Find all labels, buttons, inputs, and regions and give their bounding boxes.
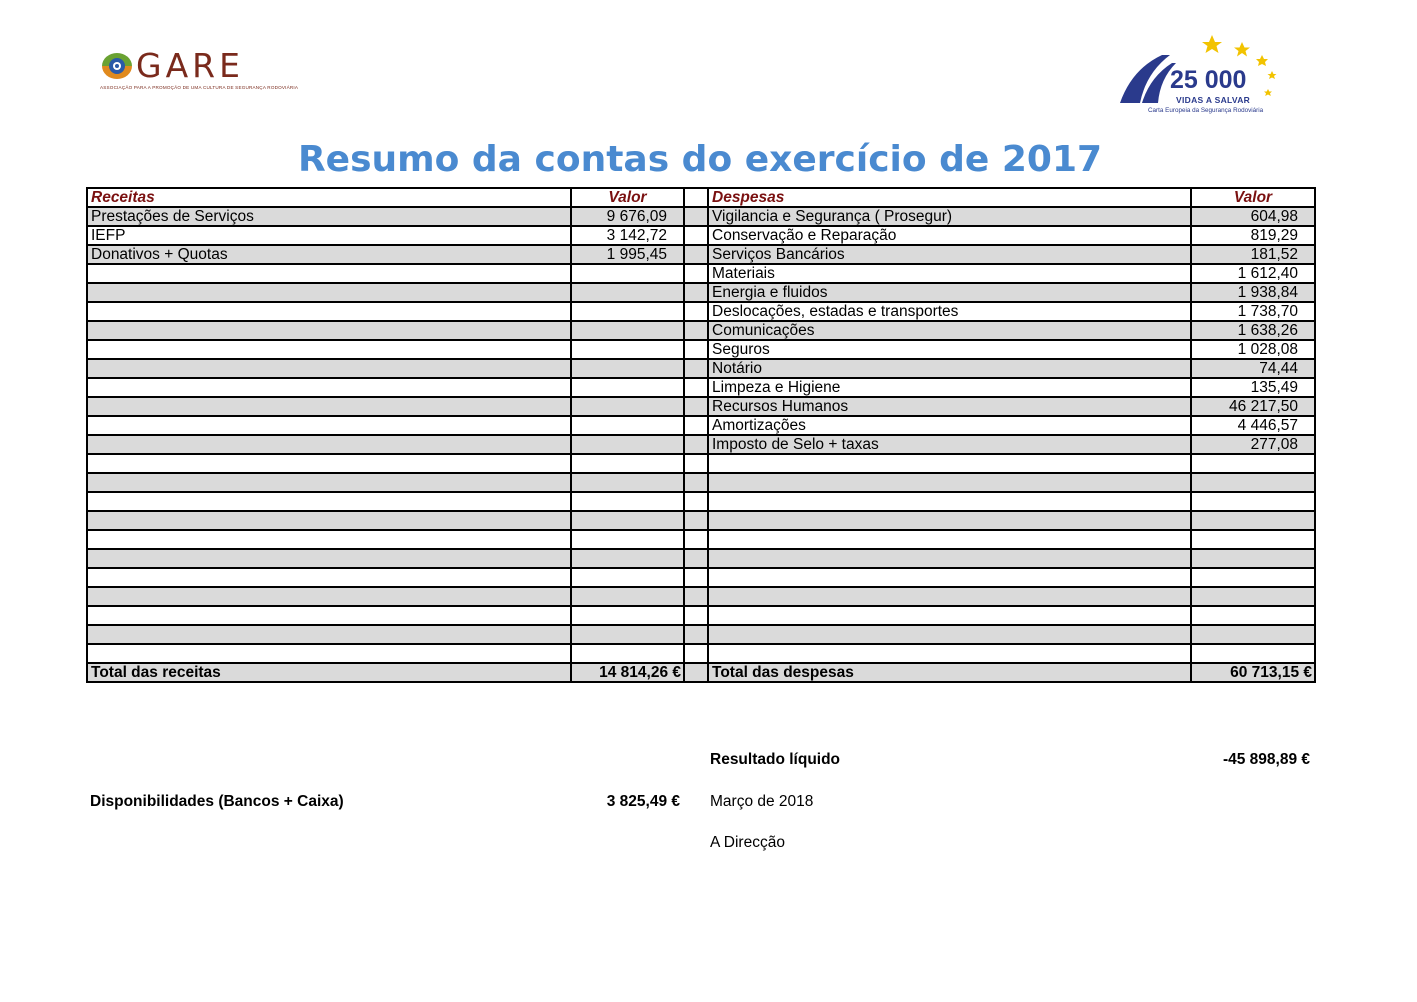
separator-cell <box>684 511 708 530</box>
header-despesas: Despesas <box>708 188 1191 207</box>
receita-label: Donativos + Quotas <box>87 245 571 264</box>
separator-cell <box>684 568 708 587</box>
receita-label <box>87 530 571 549</box>
table-row <box>87 245 1315 264</box>
table-row <box>87 549 1315 568</box>
separator-cell <box>684 226 708 245</box>
receita-value <box>571 321 684 340</box>
separator-cell <box>684 321 708 340</box>
table-row <box>87 530 1315 549</box>
despesa-value <box>1191 644 1315 663</box>
separator-cell <box>684 378 708 397</box>
receita-label: Prestações de Serviços <box>87 207 571 226</box>
table-row <box>87 416 1315 435</box>
receita-value <box>571 435 684 454</box>
despesa-value <box>1191 454 1315 473</box>
despesa-value: 819,29 <box>1191 226 1315 245</box>
vidas-logo <box>1118 33 1286 117</box>
separator-cell <box>684 264 708 283</box>
receita-label <box>87 492 571 511</box>
receita-value <box>571 625 684 644</box>
signature: A Direcção <box>710 834 785 851</box>
table-row <box>87 359 1315 378</box>
despesa-label <box>708 625 1191 644</box>
table-row <box>87 340 1315 359</box>
receita-value <box>571 340 684 359</box>
separator-cell <box>684 397 708 416</box>
disponibilidades-value: 3 825,49 € <box>606 793 680 810</box>
separator-cell <box>684 492 708 511</box>
separator-cell <box>684 587 708 606</box>
separator-cell <box>684 644 708 663</box>
separator-cell <box>684 188 708 207</box>
totals-row <box>87 663 1315 682</box>
table-row <box>87 264 1315 283</box>
receita-label <box>87 454 571 473</box>
despesa-label: Notário <box>708 359 1191 378</box>
despesa-value <box>1191 606 1315 625</box>
despesa-value: 181,52 <box>1191 245 1315 264</box>
table-row <box>87 302 1315 321</box>
separator-cell <box>684 245 708 264</box>
receita-value <box>571 587 684 606</box>
receita-label <box>87 568 571 587</box>
receita-value <box>571 530 684 549</box>
table-row <box>87 568 1315 587</box>
table-row <box>87 606 1315 625</box>
despesa-value <box>1191 587 1315 606</box>
despesa-value: 1 028,08 <box>1191 340 1315 359</box>
despesa-value <box>1191 549 1315 568</box>
gare-emblem-icon <box>100 52 134 82</box>
despesa-label: Amortizações <box>708 416 1191 435</box>
receita-value <box>571 359 684 378</box>
vidas-tagline: VIDAS A SALVAR <box>1176 95 1251 105</box>
receita-value <box>571 644 684 663</box>
total-receitas-label: Total das receitas <box>87 663 571 682</box>
table-row <box>87 454 1315 473</box>
receita-label <box>87 511 571 530</box>
gare-subtitle: ASSOCIAÇÃO PARA A PROMOÇÃO DE UMA CULTURA DE SEGURANÇA RODOVIÁRIA <box>100 85 299 90</box>
despesa-value: 1 938,84 <box>1191 283 1315 302</box>
receita-value <box>571 568 684 587</box>
despesa-label: Conservação e Reparação <box>708 226 1191 245</box>
accounts-table <box>86 187 1316 683</box>
table-row <box>87 283 1315 302</box>
table-row <box>87 511 1315 530</box>
despesa-label: Serviços Bancários <box>708 245 1191 264</box>
separator-cell <box>684 549 708 568</box>
table-row <box>87 226 1315 245</box>
table-row <box>87 321 1315 340</box>
despesa-value: 604,98 <box>1191 207 1315 226</box>
despesa-value: 1 738,70 <box>1191 302 1315 321</box>
despesa-value: 277,08 <box>1191 435 1315 454</box>
table-row <box>87 492 1315 511</box>
despesa-label: Seguros <box>708 340 1191 359</box>
receita-label <box>87 549 571 568</box>
header-valor-receitas: Valor <box>571 188 684 207</box>
table-row <box>87 397 1315 416</box>
receita-value <box>571 454 684 473</box>
total-despesas-value: 60 713,15 € <box>1191 663 1315 682</box>
receita-label <box>87 606 571 625</box>
receita-label <box>87 587 571 606</box>
receita-label <box>87 321 571 340</box>
table-row <box>87 644 1315 663</box>
separator-cell <box>684 207 708 226</box>
receita-label <box>87 644 571 663</box>
despesa-label: Imposto de Selo + taxas <box>708 435 1191 454</box>
despesa-value <box>1191 568 1315 587</box>
receita-label <box>87 435 571 454</box>
receita-value <box>571 511 684 530</box>
despesa-value: 46 217,50 <box>1191 397 1315 416</box>
despesa-value: 1 612,40 <box>1191 264 1315 283</box>
separator-cell <box>684 283 708 302</box>
despesa-label: Limpeza e Higiene <box>708 378 1191 397</box>
separator-cell <box>684 663 708 682</box>
receita-value <box>571 283 684 302</box>
table-row <box>87 378 1315 397</box>
receita-value <box>571 264 684 283</box>
despesa-label <box>708 644 1191 663</box>
separator-cell <box>684 302 708 321</box>
despesa-label <box>708 549 1191 568</box>
receita-label <box>87 625 571 644</box>
despesa-label <box>708 473 1191 492</box>
despesa-value <box>1191 511 1315 530</box>
receita-label <box>87 473 571 492</box>
despesa-value: 135,49 <box>1191 378 1315 397</box>
table-row <box>87 435 1315 454</box>
receita-value <box>571 397 684 416</box>
receita-value <box>571 549 684 568</box>
receita-label <box>87 264 571 283</box>
despesa-label <box>708 454 1191 473</box>
despesa-value: 1 638,26 <box>1191 321 1315 340</box>
separator-cell <box>684 625 708 644</box>
despesa-value: 4 446,57 <box>1191 416 1315 435</box>
resultado-label: Resultado líquido <box>710 751 841 768</box>
table-row <box>87 625 1315 644</box>
separator-cell <box>684 473 708 492</box>
receita-label <box>87 359 571 378</box>
receita-value: 1 995,45 <box>571 245 684 264</box>
vidas-caption: Carta Europeia da Segurança Rodoviária <box>1148 107 1264 114</box>
receita-value <box>571 378 684 397</box>
separator-cell <box>684 416 708 435</box>
despesa-label: Materiais <box>708 264 1191 283</box>
despesa-label: Recursos Humanos <box>708 397 1191 416</box>
despesa-value <box>1191 625 1315 644</box>
despesa-label <box>708 492 1191 511</box>
receita-value: 3 142,72 <box>571 226 684 245</box>
report-date: Março de 2018 <box>710 793 814 810</box>
vidas-number: 25 000 <box>1170 66 1247 94</box>
separator-cell <box>684 606 708 625</box>
receita-value <box>571 492 684 511</box>
despesa-label: Comunicações <box>708 321 1191 340</box>
despesa-label <box>708 568 1191 587</box>
despesa-label <box>708 587 1191 606</box>
header-receitas: Receitas <box>87 188 571 207</box>
receita-label <box>87 283 571 302</box>
disponibilidades-label: Disponibilidades (Bancos + Caixa) <box>90 793 344 810</box>
gare-logo <box>100 46 299 96</box>
receita-value: 9 676,09 <box>571 207 684 226</box>
despesa-label <box>708 530 1191 549</box>
header-valor-despesas: Valor <box>1191 188 1315 207</box>
gare-name: GARE <box>136 46 244 85</box>
table-header-row <box>87 188 1315 207</box>
table-row <box>87 587 1315 606</box>
receita-label: IEFP <box>87 226 571 245</box>
total-despesas-label: Total das despesas <box>708 663 1191 682</box>
receita-label <box>87 397 571 416</box>
despesa-value <box>1191 530 1315 549</box>
receita-label <box>87 340 571 359</box>
resultado-value: -45 898,89 € <box>1222 751 1310 768</box>
separator-cell <box>684 530 708 549</box>
table-row <box>87 473 1315 492</box>
despesa-value: 74,44 <box>1191 359 1315 378</box>
despesa-value <box>1191 473 1315 492</box>
receita-value <box>571 606 684 625</box>
separator-cell <box>684 454 708 473</box>
receita-value <box>571 473 684 492</box>
separator-cell <box>684 340 708 359</box>
page-title: Resumo da contas do exercício de 2017 <box>297 139 1103 180</box>
separator-cell <box>684 359 708 378</box>
table-row <box>87 207 1315 226</box>
despesa-label <box>708 511 1191 530</box>
receita-label <box>87 416 571 435</box>
despesa-label: Energia e fluidos <box>708 283 1191 302</box>
separator-cell <box>684 435 708 454</box>
despesa-label: Vigilancia e Segurança ( Prosegur) <box>708 207 1191 226</box>
receita-value <box>571 416 684 435</box>
total-receitas-value: 14 814,26 € <box>571 663 684 682</box>
receita-label <box>87 302 571 321</box>
despesa-label <box>708 606 1191 625</box>
receita-value <box>571 302 684 321</box>
despesa-value <box>1191 492 1315 511</box>
receita-label <box>87 378 571 397</box>
despesa-label: Deslocações, estadas e transportes <box>708 302 1191 321</box>
